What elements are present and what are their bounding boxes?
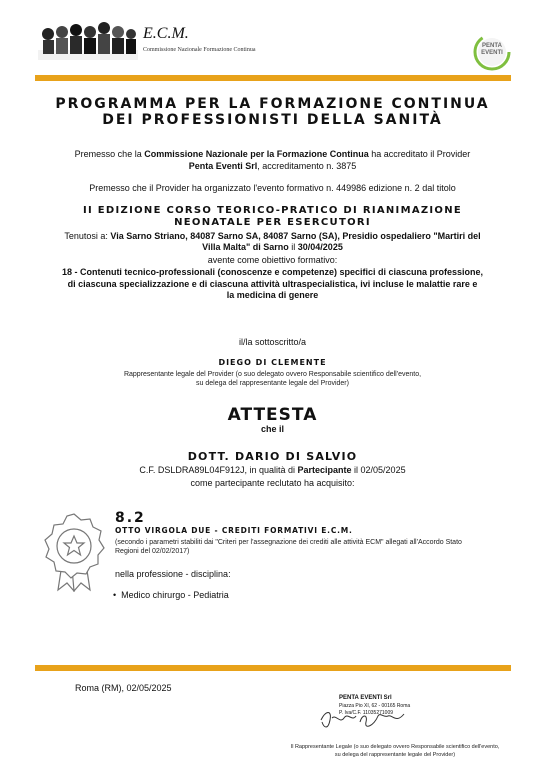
commission-name: Commissione Nazionale Formazione Continua	[143, 47, 256, 53]
bullet-icon: •	[113, 590, 117, 600]
ecm-title: E.C.M.	[143, 25, 189, 42]
signatory-name: DIEGO DI CLEMENTE	[218, 358, 327, 367]
participant-recruited: come partecipante reclutato ha acquisito:	[190, 478, 355, 488]
signature	[318, 703, 411, 732]
top-divider	[35, 75, 511, 81]
stamp-address: Piazza Pio XI, 62 - 00165 Roma	[339, 703, 411, 709]
participant-name: DOTT. DARIO DI SALVIO	[187, 450, 358, 463]
event-venue: Tenutosi a: Via Sarno Striano, 84087 Sarno SA, 84087 Sarno (SA), Presidio ospedaliero "Martiri del Villa Malta" di Sarno il 30/04/2025	[64, 231, 481, 252]
attesta-sub: che il	[260, 424, 284, 434]
logo-text-penta: PENTA	[482, 43, 502, 49]
place-date: Roma (RM), 02/05/2025	[75, 683, 172, 693]
signatory-role: Rappresentante legale del Provider (o suo delegato ovvero Responsabile scientifico dell'evento, su delega del rappresentante legale del Provider)	[123, 371, 422, 387]
event-title-1: II EDIZIONE CORSO TEORICO-PRATICO DI RIANIMAZIONE	[82, 205, 463, 216]
ecm-header-illustration	[38, 20, 138, 60]
attesta-title: ATTESTA	[227, 405, 318, 425]
bottom-divider	[35, 665, 511, 671]
objective-text: 18 - Contenuti tecnico-professionali (conoscenze e competenze) specifici di ciascuna professione, di ciascuna specializzazione e di ciascuna attività ultraspecialistica, ivi incluse le malattie rare e la medicina di genere	[61, 267, 484, 300]
credits-words: OTTO VIRGOLA DUE - CREDITI FORMATIVI E.C.M.	[115, 526, 353, 535]
title-line-1: PROGRAMMA PER LA FORMAZIONE CONTINUA	[55, 96, 490, 112]
penta-eventi-logo	[472, 32, 512, 72]
stamp-vat: P. Iva/C.F. 11035271009	[339, 710, 394, 716]
premise-2: Premesso che il Provider ha organizzato l'evento formativo n. 449986 edizione n. 2 dal titolo	[89, 183, 456, 193]
profession-item: • Medico chirurgo - Pediatria	[113, 590, 229, 600]
event-title-2: NEONATALE PER ESERCUTORI	[174, 217, 371, 228]
title-line-2: DEI PROFESSIONISTI DELLA SANITÀ	[102, 112, 443, 128]
credits-note: (secondo i parametri stabiliti dai "Criteri per l'assegnazione dei crediti alle attività ECM" allegati all'Accordo Stato Regioni del 02/02/2017)	[115, 539, 462, 555]
participant-fiscal-code: C.F. DSLDRA89L04F912J, in qualità di Partecipante il 02/05/2025	[139, 465, 406, 475]
logo-text-eventi: EVENTI	[481, 50, 503, 56]
credits-value: 8.2	[115, 510, 146, 526]
profession-label: nella professione - disciplina:	[115, 569, 231, 579]
award-badge-icon	[36, 512, 112, 592]
signatory-intro: il/la sottoscritto/a	[238, 337, 307, 347]
premise-1: Premesso che la Commissione Nazionale per la Formazione Continua ha accreditato il Provider Penta Eventi Srl, accreditamento n. 3875	[74, 149, 471, 171]
legal-note: Il Rappresentante Legale (o suo delegato ovvero Responsabile scientifico dell'evento, su delega del rappresentante legale del Provider)	[290, 744, 500, 758]
objective-label: avente come obiettivo formativo:	[207, 255, 338, 265]
stamp-company: PENTA EVENTI Srl	[339, 695, 392, 701]
